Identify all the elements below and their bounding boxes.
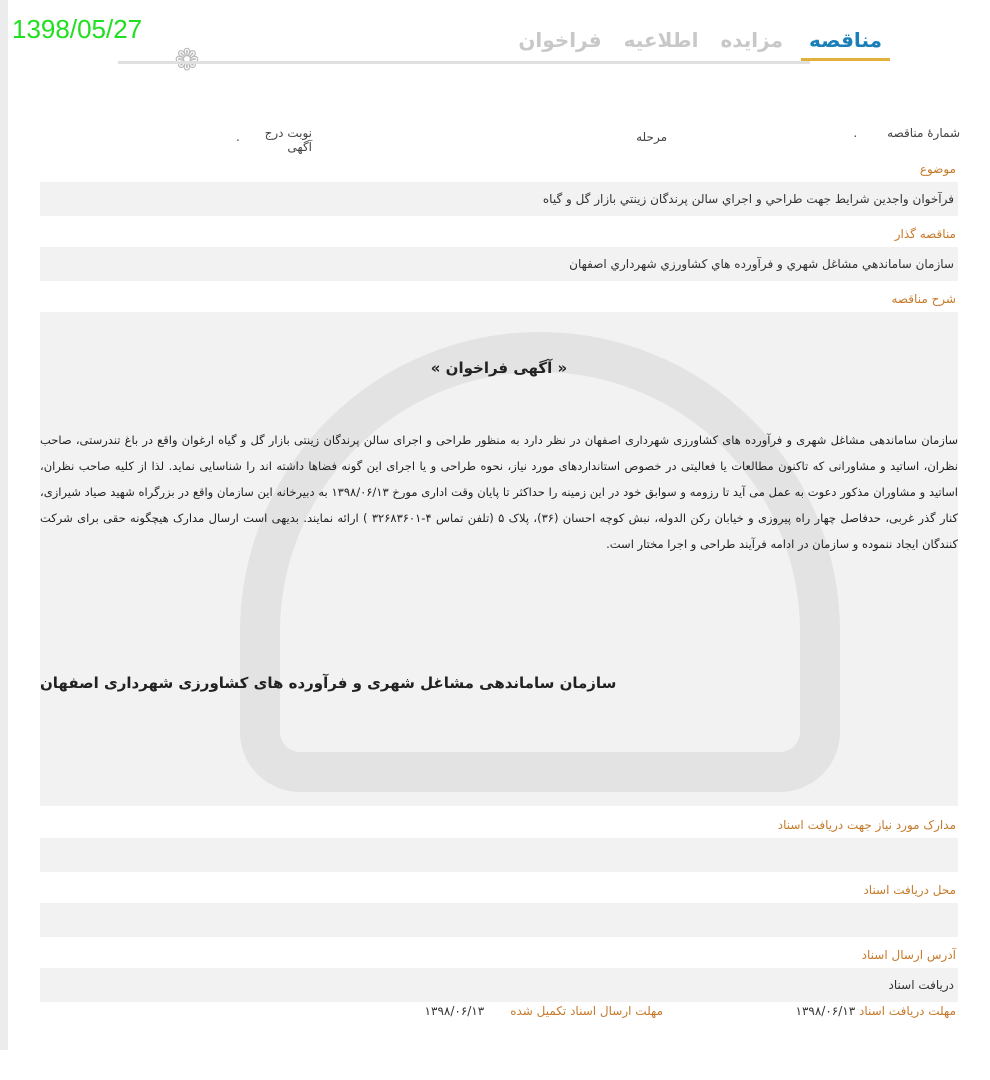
docs-address-section [40, 948, 958, 1002]
date-stamp: 1398/05/27 [12, 14, 143, 44]
notice-signature: سازمان ساماندهی مشاغل شهری و فرآورده های کشاورزی شهرداری اصفهان [40, 674, 617, 692]
tab-call[interactable]: فراخوان [518, 28, 602, 52]
watermark [240, 332, 840, 792]
subject-label: موضوع [919, 162, 956, 176]
tender-number [853, 126, 960, 140]
tab-notice[interactable]: اطلاعیه [623, 28, 699, 52]
subject-value: فرآخوان واجدین شرایط جهت طراحي و اجراي سالن پرندگان زينتي بازار گل و گياه [40, 182, 958, 216]
required-docs-label: مدارک مورد نیاز جهت دریافت اسناد [777, 818, 956, 832]
description-section [40, 292, 958, 806]
required-docs-value [40, 838, 958, 872]
required-docs-section [40, 818, 958, 872]
docs-location-label: محل دریافت اسناد [863, 883, 956, 897]
submit-deadline-value: ۱۳۹۸/۰۶/۱۳ [424, 1004, 485, 1018]
organizer-label: مناقصه گذار [894, 227, 956, 241]
insertion-label: نوبت درج آگهی [264, 126, 312, 154]
subject-section [40, 162, 958, 216]
receive-deadline-label: مهلت دریافت اسناد [858, 1004, 956, 1018]
left-border [0, 0, 8, 1050]
receive-deadline-value: ۱۳۹۸/۰۶/۱۳ [795, 1004, 856, 1018]
category-tabs [514, 28, 890, 61]
organizer-value: سازمان ساماندهي مشاغل شهري و فرآورده هاي كشاورزي شهرداري اصفهان [40, 247, 958, 281]
docs-address-label: آدرس ارسال اسناد [861, 948, 956, 962]
tender-number-label: شمارهٔ مناقصه [887, 126, 960, 140]
stage-label: مرحله [636, 130, 667, 144]
description-box [40, 312, 958, 806]
tab-tender[interactable]: مناقصه [801, 28, 890, 61]
docs-address-value: دریافت اسناد [40, 968, 958, 1002]
description-label: شرح مناقصه [891, 292, 956, 306]
receive-deadline [796, 1004, 959, 1018]
notice-heading: « آگهی فراخوان » [430, 359, 568, 377]
docs-location-value [40, 903, 958, 937]
notice-body: سازمان ساماندهی مشاغل شهری و فرآورده های کشاورزی شهرداری اصفهان در نظر دارد به منظور طراحی و اجرای سالن پرندگان زینتی بازار گل و گیاه ارغوان واقع در باغ تندرستی، صاحب نظران، اساتید و مشاورانی که تاکنون مطالعات یا فعالیتی در خصوص استانداردهای مورد نیاز، نحوه طراحی و یا اجرای این گونه فضاها داشته اند را شناسایی نماید. لذا از کلیه صاحب نظران، اساتید و مشاوران مذکور دعوت به عمل می آید تا رزومه و سوابق خود در این زمینه را حداکثر تا پایان وقت اداری مورخ ۱۳۹۸/۰۶/۱۳ به دبیرخانه این سازمان واقع در بزرگراه شهید صیاد شیرازی، کنار گذر غربی، حدفاصل چهار راه پیروزی و خیابان رکن الدوله، نبش کوچه احسان (۳۶)، پلاک ۵ (تلفن تماس ۴-۳۲۶۸۳۶۰۱ ) ارائه نمایند. بدیهی است ارسال مدارک هیچگونه حقی برای شرکت کنندگان ایجاد ننموده و سازمان در ادامه فرآیند طراحی و اجرا مختار است. [40, 433, 958, 551]
tender-number-value: . [853, 126, 858, 140]
submit-deadline [425, 1004, 665, 1018]
docs-location-section [40, 883, 958, 937]
organizer-section [40, 227, 958, 281]
insertion-value: . [236, 130, 240, 144]
submit-deadline-label: مهلت ارسال اسناد تکمیل شده [510, 1004, 663, 1018]
tab-auction[interactable]: مزایده [720, 28, 783, 52]
tab-divider [118, 61, 810, 64]
